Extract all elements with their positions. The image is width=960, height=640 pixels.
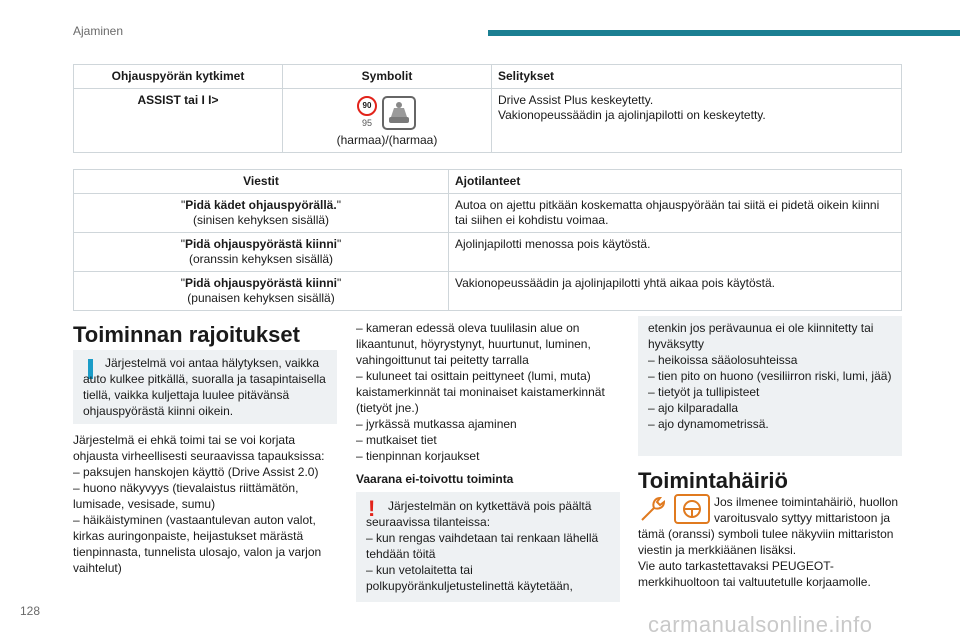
explanation-cell: Drive Assist Plus keskeytetty. Vakionopeussäädin ja ajolinjapilotti on keskeytetty.	[492, 89, 902, 153]
header-accent-bar	[488, 30, 960, 36]
symbol-cell	[283, 89, 492, 153]
table-row	[74, 194, 902, 233]
info-note-text: Järjestelmä voi antaa hälytyksen, vaikka auto kulkee pitkällä, suoralla ja tasapintaisella tiellä, vaikka kuljettaja luulee pitävänsä ohjauspyörästä kiinni oikein.	[83, 356, 326, 418]
col-header-explanations: Selitykset	[492, 65, 902, 89]
symbol-caption: (harmaa)/(harmaa)	[336, 133, 438, 147]
malfunction-side-text: Jos ilmenee toimintahäiriö, huollon varoitusvalo syttyy mittaristoon ja	[714, 495, 899, 525]
section-title: Ajaminen	[73, 24, 124, 38]
page-number: 128	[20, 604, 41, 618]
messages-table	[73, 169, 902, 311]
table-row	[74, 233, 902, 272]
col-header-switches: Ohjauspyörän kytkimet	[74, 65, 283, 89]
warning-icon: !	[368, 496, 376, 521]
message-cell: "Pidä ohjauspyörästä kiinni" (oranssin kehyksen sisällä)	[74, 233, 449, 272]
warning-note-continued	[638, 316, 902, 456]
message-cell: "Pidä kädet ohjauspyörällä." (sinisen kehyksen sisällä)	[74, 194, 449, 233]
warning-note	[356, 492, 620, 602]
risk-subheading: Vaarana ei-toivottu toiminta	[356, 472, 514, 486]
conditions-list: – kameran edessä oleva tuulilasin alue on likaantunut, höyrystynyt, huurtunut, luminen, vahingoittunut tai peitetty tarralla – kuluneet tai osittain peittyneet (lumi, muta) kaistamerkinnät tai moninaiset kaistamerkinnät (tietyöt jne.) – jyrkässä mutkassa ajaminen – mutkaiset tiet – tienpinnan korjaukset	[356, 321, 605, 463]
wrench-icon	[638, 494, 670, 524]
drive-assist-car-icon	[381, 95, 417, 131]
malfunction-body: tämä (oranssi) symboli tulee näkyviin mittariston viestin ja merkkiäänen lisäksi. Vie auto tarkastettavaksi PEUGEOT-merkkihuoltoon tai valtuutetulle korjaamolle.	[638, 527, 894, 589]
speed-limit-top: 90	[357, 96, 377, 116]
situation-cell: Autoa on ajettu pitkään koskematta ohjauspyörään tai siitä ei pidetä oikein kiinni tai siihen ei kohdistu voimaa.	[449, 194, 902, 233]
col-header-symbols: Symbolit	[283, 65, 492, 89]
col-header-situations: Ajotilanteet	[449, 170, 902, 194]
col-header-messages: Viestit	[74, 170, 449, 194]
message-cell: "Pidä ohjauspyörästä kiinni" (punaisen kehyksen sisällä)	[74, 272, 449, 311]
steering-switches-table	[73, 64, 902, 153]
table-row	[74, 272, 902, 311]
warning-continued-text: etenkin jos perävaunua ei ole kiinnitetty tai hyväksytty – heikoissa sääolosuhteissa – tien pito on huono (vesiliirron riski, lumi, jää) – tietyöt ja tullipisteet – ajo kilparadalla – ajo dynamometrissä.	[648, 321, 892, 431]
limitations-body: Järjestelmä ei ehkä toimi tai se voi korjata ohjausta virheellisesti seuraavissa tapauksissa: – paksujen hanskojen käyttö (Drive Assist 2.0) – huono näkyvyys (tievalaistus riittämätön, lumisade, vesisade, sumu) – häikäistyminen (vastaantulevan auton valot, kirkas auringonpaiste, heijastukset märästä tienpinnasta, tunnelista ulosajo, valon ja varjon vaihtelut)	[73, 433, 325, 575]
situation-cell: Ajolinjapilotti menossa pois käytöstä.	[449, 233, 902, 272]
warning-note-text: Järjestelmän on kytkettävä pois päältä seuraavissa tilanteissa: – kun rengas vaihdetaan tai renkaan lähellä tehdään töitä – kun vetolaitetta tai polkupyöränkuljetustelinettä käytetään,	[366, 499, 599, 593]
limitations-heading: Toiminnan rajoitukset	[73, 322, 300, 347]
situation-cell: Vakionopeussäädin ja ajolinjapilotti yhtä aikaa pois käytöstä.	[449, 272, 902, 311]
speed-limit-bottom: 95	[361, 117, 372, 128]
info-note	[73, 350, 337, 424]
steering-warning-icon	[674, 494, 710, 524]
speed-limit-icon	[357, 96, 377, 131]
switch-cell: ASSIST tai I I>	[74, 89, 283, 153]
malfunction-heading: Toimintahäiriö	[638, 468, 788, 493]
watermark: carmanualsonline.info	[648, 612, 873, 637]
